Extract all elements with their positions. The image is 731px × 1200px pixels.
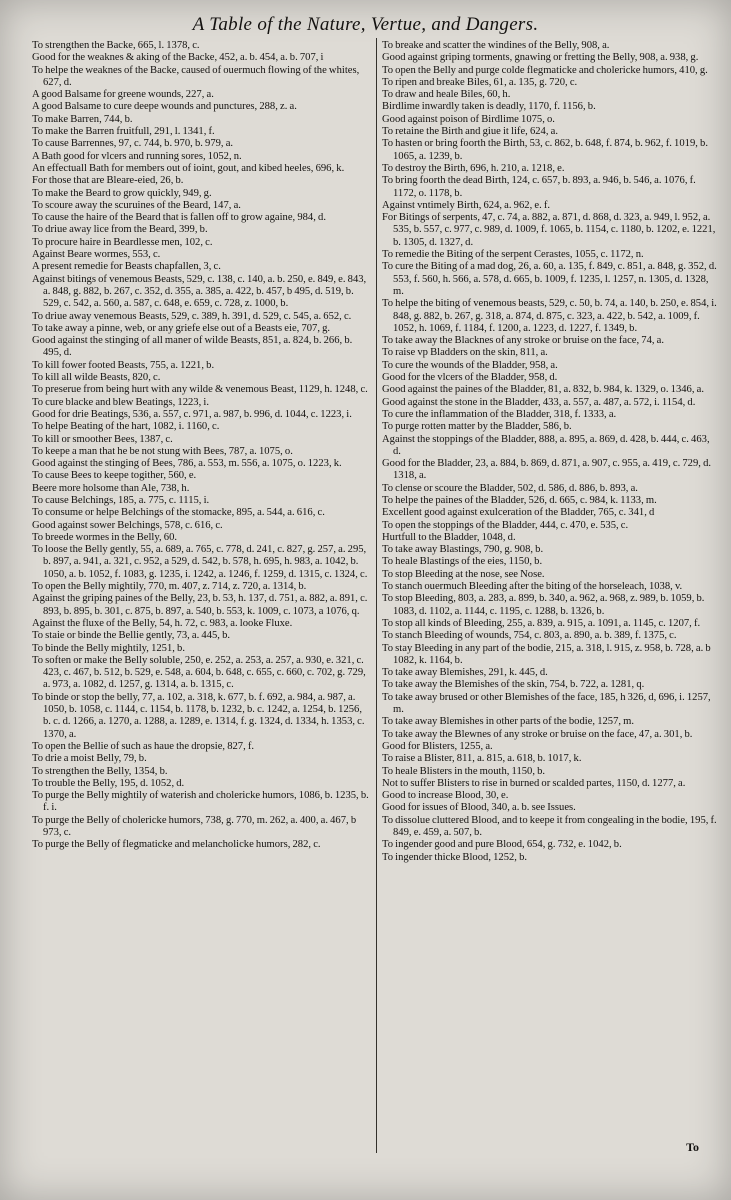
index-entry: To stay Bleeding in any part of the bodie, 215, a. 318, l. 915, z. 958, b. 728, a. b 1082, k. 1164, b.	[382, 642, 711, 666]
index-entry: To retaine the Birth and giue it life, 624, a.	[382, 126, 558, 138]
index-entry: To stop all kinds of Bleeding, 255, a. 839, a. 915, a. 1091, a. 1145, c. 1207, f.	[382, 617, 701, 629]
index-entry: To purge the Belly mightily of waterish and cholericke humors, 1086, b. 1235, b. f. i.	[32, 790, 369, 814]
index-entry: Good for Blisters, 1255, a.	[382, 740, 493, 752]
index-entry: Good against the stinging of Bees, 786, a. 553, m. 556, a. 1075, o. 1223, k.	[32, 458, 342, 470]
index-entry: Hurtfull to the Bladder, 1048, d.	[382, 531, 516, 543]
index-entry: To open the Belly mightily, 770, m. 407, z. 714, z. 720, a. 1314, b.	[32, 581, 307, 593]
index-entry: A good Balsame for greene wounds, 227, a.	[32, 89, 214, 101]
index-entry: To open the stoppings of the Bladder, 444, c. 470, e. 535, c.	[382, 519, 629, 531]
column-divider	[376, 38, 377, 1153]
right-column	[382, 40, 718, 864]
index-entry: To strengthen the Belly, 1354, b.	[32, 765, 168, 777]
index-entry: Against the stoppings of the Bladder, 888, a. 895, a. 869, d. 428, b. 444, c. 463, d.	[382, 433, 710, 457]
index-entry: To dissolue cluttered Blood, and to keepe it from congealing in the bodie, 195, f. 849, e. 459, a. 507, b.	[382, 814, 717, 838]
index-entry: To raise vp Bladders on the skin, 811, a.	[382, 347, 548, 359]
index-entry: To cause Bees to keepe togither, 560, e.	[32, 470, 197, 482]
index-entry: To cause Barrennes, 97, c. 744, b. 970, b. 979, a.	[32, 138, 234, 150]
page-title: A Table of the Nature, Vertue, and Dangers.	[192, 14, 539, 35]
index-entry: Good to increase Blood, 30, e.	[382, 790, 509, 802]
index-entry: To driue away venemous Beasts, 529, c. 389, h. 391, d. 529, c. 545, a. 652, c.	[32, 310, 352, 322]
index-entry: To purge the Belly of flegmaticke and melancholicke humors, 282, c.	[32, 839, 321, 851]
index-entry: To helpe the biting of venemous beasts, 529, c. 50, b. 74, a. 140, b. 250, e. 854, i. 848, g. 882, b. 267, g. 318, a. 874, d. 875, c. 323, a. 422, b. 542, a. 1009, f. 1052, h. 1069, f. 1184, f. 1200, a. 1223, d. 1227, f. 1349, b.	[382, 298, 717, 334]
index-entry: A good Balsame to cure deepe wounds and punctures, 288, z. a.	[32, 101, 297, 113]
index-entry: To take away the Blacknes of any stroke or bruise on the face, 74, a.	[382, 335, 665, 347]
index-entry: To heale Blastings of the eies, 1150, b.	[382, 556, 543, 568]
index-entry: To cause Belchings, 185, a. 775, c. 1115, i.	[32, 494, 210, 506]
index-entry: To take away a pinne, web, or any griefe else out of a Beasts eie, 707, g.	[32, 322, 331, 334]
index-entry: Good against poison of Birdlime 1075, o.	[382, 113, 555, 125]
index-entry: To binde or stop the belly, 77, a. 102, a. 318, k. 677, b. f. 692, a. 984, a. 987, a. 1050, b. 1058, c. 1144, c. 1154, b. 1178, b. 1232, b. c. 1242, a. 1254, b. 1256, b. c. d. 1266, a. 1270, a. 1288, a. 1289, e. 1314, f. g. 1324, d. 1334, h. 1353, c. 1370, a.	[32, 691, 365, 740]
index-entry: To helpe Beating of the hart, 1082, i. 1160, c.	[32, 421, 220, 433]
index-entry: To ingender thicke Blood, 1252, b.	[382, 851, 528, 863]
index-entry: To cure the Biting of a mad dog, 26, a. 60, a. 135, f. 849, c. 851, a. 848, g. 352, d. 553, f. 560, h. 566, a. 578, d. 665, b. 1009, f. 1235, l. 1257, n. 1305, d. 1328, m.	[382, 261, 717, 297]
index-entry: Against the fluxe of the Belly, 54, h. 72, c. 983, a. looke Fluxe.	[32, 617, 293, 629]
index-entry: For those that are Bleare-eied, 26, b.	[32, 175, 184, 187]
index-entry: To purge the Belly of cholericke humors, 738, g. 770, m. 262, a. 400, a. 467, b 973, c.	[32, 814, 357, 838]
index-entry: Good for drie Beatings, 536, a. 557, c. 971, a. 987, b. 996, d. 1044, c. 1223, i.	[32, 408, 352, 420]
index-entry: To kill or smoother Bees, 1387, c.	[32, 433, 173, 445]
index-entry: Beere more holsome than Ale, 738, h.	[32, 482, 190, 494]
index-entry: To take away Blastings, 790, g. 908, b.	[382, 544, 544, 556]
index-entry: To purge rotten matter by the Bladder, 586, b.	[382, 421, 572, 433]
index-entry: To trouble the Belly, 195, d. 1052, d.	[32, 777, 185, 789]
index-entry: For Bitings of serpents, 47, c. 74, a. 882, a. 871, d. 868, d. 323, a. 949, l. 952, a. 535, b. 557, c. 977, c. 989, d. 1009, f. 1065, b. 1154, c. 1180, b. 1202, e. 1221, b. 1305, d. 1327, d.	[382, 212, 716, 248]
index-entry: Good against sower Belchings, 578, c. 616, c.	[32, 519, 223, 531]
index-entry: To staie or binde the Bellie gently, 73, a. 445, b.	[32, 630, 231, 642]
index-entry: Good for the vlcers of the Bladder, 958, d.	[382, 372, 558, 384]
index-entry: To breake and scatter the windines of the Belly, 908, a.	[382, 40, 610, 51]
index-entry: To stanch Bleeding of wounds, 754, c. 803, a. 890, a. b. 389, f. 1375, c.	[382, 630, 677, 642]
index-entry: To bring foorth the dead Birth, 124, c. 657, b. 893, a. 946, b. 546, a. 1076, f. 1172, o. 1178, b.	[382, 175, 696, 199]
index-entry: To consume or helpe Belchings of the stomacke, 895, a. 544, a. 616, c.	[32, 507, 325, 519]
index-entry: To draw and heale Biles, 60, h.	[382, 89, 511, 101]
index-entry: Good for the Bladder, 23, a. 884, b. 869, d. 871, a. 907, c. 955, a. 419, c. 729, d. 1318, a.	[382, 458, 712, 482]
index-entry: To drie a moist Belly, 79, b.	[32, 753, 147, 765]
index-entry: Excellent good against exulceration of the Bladder, 765, c. 341, d	[382, 507, 655, 519]
index-entry: Not to suffer Blisters to rise in burned or scalded partes, 1150, d. 1277, a.	[382, 777, 686, 789]
index-entry: To cure the wounds of the Bladder, 958, a.	[382, 359, 558, 371]
index-entry: Good against the stone in the Bladder, 433, a. 557, a. 487, a. 572, i. 1154, d.	[382, 396, 696, 408]
index-entry: Against vntimely Birth, 624, a. 962, e. f.	[382, 199, 551, 211]
index-entry: To make the Barren fruitfull, 291, l. 1341, f.	[32, 126, 215, 138]
index-entry: To cure the inflammation of the Bladder, 318, f. 1333, a.	[382, 408, 617, 420]
catchword: To	[686, 1140, 699, 1154]
index-entry: To take away the Blemishes of the skin, 754, b. 722, a. 1281, q.	[382, 679, 645, 691]
index-entry: To stop Bleeding, 803, a. 283, a. 899, b. 340, a. 962, a. 968, z. 989, b. 1059, b. 1083, d. 1102, a. 1144, c. 1195, c. 1288, b. 1326, b.	[382, 593, 705, 617]
index-entry: An effectuall Bath for members out of ioint, gout, and kibed heeles, 696, k.	[32, 162, 345, 174]
index-entry: To make the Beard to grow quickly, 949, g.	[32, 187, 212, 199]
index-entry: To ripen and breake Biles, 61, a. 135, g. 720, c.	[382, 76, 578, 88]
index-entry: Good for issues of Blood, 340, a. b. see Issues.	[382, 802, 576, 814]
index-entry: To cure blacke and blew Beatings, 1223, i.	[32, 396, 209, 408]
index-entry: To stop Bleeding at the nose, see Nose.	[382, 568, 545, 580]
index-entry: To procure haire in Beardlesse men, 102, c.	[32, 236, 213, 248]
index-entry: Good against griping torments, gnawing or fretting the Belly, 908, a. 938, g.	[382, 52, 699, 64]
index-entry: To helpe the weaknes of the Backe, caused of ouermuch flowing of the whites, 627, d.	[32, 64, 360, 88]
index-entry: To take away brused or other Blemishes of the face, 185, h 326, d, 696, i. 1257, m.	[382, 691, 711, 716]
index-entry: To heale Blisters in the mouth, 1150, b.	[382, 765, 546, 777]
index-entry: To soften or make the Belly soluble, 250, e. 252, a. 253, a. 257, a. 930, e. 321, c. 423, c. 467, b. 512, b. 529, e. 548, a. 604, b. 648, c. 655, c. 660, c. 702, g. 729, a. 973, a. 1082, d. 1257, g. 1314, a. b. 1315, c.	[32, 654, 366, 691]
index-entry: Against the griping paines of the Belly, 23, b. 53, h. 137, d. 751, a. 882, a. 891, c. 893, b. 895, b. 301, c. 875, b. 897, a. 540, b. 553, k. 1009, c. 1073, a 1076, q.	[32, 593, 368, 617]
index-entry: To kill all wilde Beasts, 820, c.	[32, 372, 161, 384]
index-entry: To make Barren, 744, b.	[32, 113, 133, 125]
index-entry: A Bath good for vlcers and running sores, 1052, n.	[32, 150, 242, 162]
index-entry: To preserue from being hurt with any wilde & venemous Beast, 1129, h. 1248, c.	[32, 384, 368, 396]
index-entry: To breede wormes in the Belly, 60.	[32, 531, 178, 543]
index-entry: To kill fower footed Beasts, 755, a. 1221, b.	[32, 359, 215, 371]
index-entry: To take away the Blewnes of any stroke or bruise on the face, 47, a. 301, b.	[382, 728, 693, 740]
index-entry: To destroy the Birth, 696, h. 210, a. 1218, e.	[382, 162, 565, 174]
index-entry: To cause the haire of the Beard that is fallen off to grow againe, 984, d.	[32, 212, 326, 224]
index-entry: To take away Blemishes, 291, k. 445, d.	[382, 667, 548, 679]
index-entry: Good against the paines of the Bladder, 81, a. 832, b. 984, k. 1329, o. 1346, a.	[382, 384, 704, 396]
index-entry: To open the Belly and purge colde flegmaticke and cholericke humors, 410, g.	[382, 64, 708, 76]
index-entry: To helpe the paines of the Bladder, 526, d. 665, c. 984, k. 1133, m.	[382, 494, 657, 506]
index-entry: To clense or scoure the Bladder, 502, d. 586, d. 886, b. 893, a.	[382, 482, 638, 494]
left-column	[32, 40, 372, 852]
index-entry: Good against the stinging of all maner of wilde Beasts, 851, a. 824, b. 266, b. 495, d.	[32, 335, 353, 359]
index-entry: To loose the Belly gently, 55, a. 689, a. 765, c. 778, d. 241, c. 827, g. 257, a. 295, b. 897, a. 941, a. 321, c. 952, a 529, d. 542, b. 578, h. 695, h. 983, a. 1042, b. 1050, a. b. 1052, f. 1083, g. 1235, i. 1242, a. 1246, f. 1259, d. 1315, c. 1324, c.	[32, 544, 368, 580]
index-entry: Against bitings of venemous Beasts, 529, c. 138, c. 140, a. b. 250, e. 849, e. 843, a. 848, g. 882, b. 267, c. 352, d. 355, a. 385, a. 422, b. 457, b 495, d. 519, b. 529, c. 542, a. 560, a. 587, c. 648, e. 659, c. 728, z. 1000, b.	[32, 273, 367, 310]
index-entry: To keepe a man that he be not stung with Bees, 787, a. 1075, o.	[32, 445, 293, 457]
index-entry: To ingender good and pure Blood, 654, g. 732, e. 1042, b.	[382, 839, 622, 851]
index-entry: To take away Blemishes in other parts of the bodie, 1257, m.	[382, 716, 635, 728]
index-entry: Birdlime inwardly taken is deadly, 1170, f. 1156, b.	[382, 101, 596, 113]
index-entry: A present remedie for Beasts chapfallen, 3, c.	[32, 261, 221, 273]
index-entry: Against Beare wormes, 553, c.	[32, 249, 161, 261]
index-entry: To scoure away the scuruines of the Beard, 147, a.	[32, 199, 241, 211]
index-entry: To strengthen the Backe, 665, l. 1378, c.	[32, 40, 200, 51]
index-entry: To binde the Belly mightily, 1251, b.	[32, 642, 185, 654]
index-entry: To open the Bellie of such as haue the dropsie, 827, f.	[32, 740, 255, 752]
index-entry: Good for the weaknes & aking of the Backe, 452, a. b. 454, a. b. 707, i	[32, 52, 324, 64]
index-entry: To driue away lice from the Beard, 399, b.	[32, 224, 208, 236]
index-entry: To raise a Blister, 811, a. 815, a. 618, b. 1017, k.	[382, 753, 582, 765]
index-entry: To remedie the Biting of the serpent Cerastes, 1055, c. 1172, n.	[382, 249, 644, 261]
index-entry: To hasten or bring foorth the Birth, 53, c. 862, b. 648, f. 874, b. 962, f. 1019, b. 1065, a. 1239, b.	[382, 138, 708, 162]
index-entry: To stanch ouermuch Bleeding after the biting of the horseleach, 1038, v.	[382, 581, 683, 593]
